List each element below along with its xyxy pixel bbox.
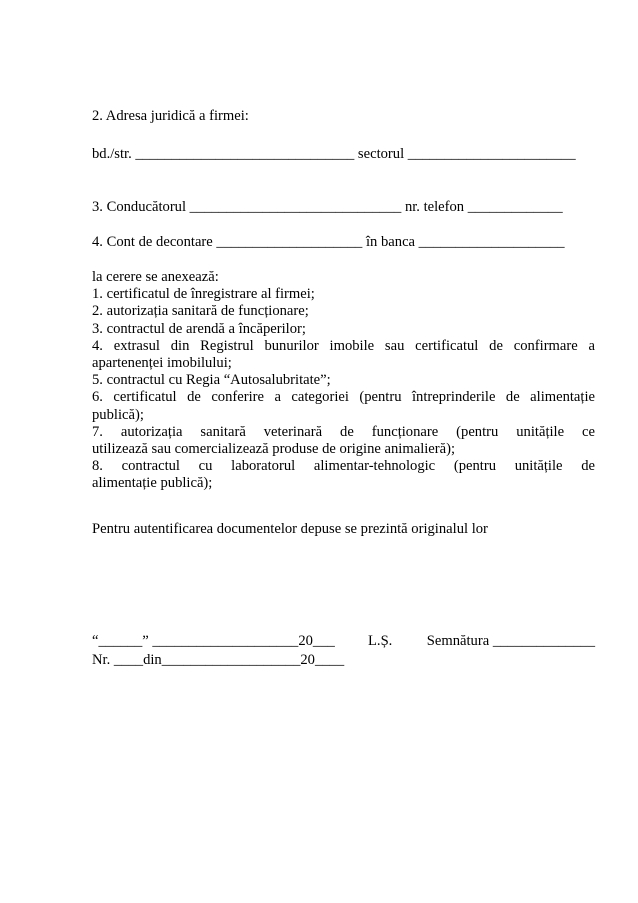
registration-number-line: Nr. ____din___________________20____: [92, 652, 345, 668]
signature-row: [92, 632, 595, 650]
date-line: “______” ____________________20___: [92, 633, 335, 649]
address-street-line: bd./str. ______________________________ sectorul _______________________: [92, 146, 576, 162]
annex-item-4-line-1: 4. extrasul din Registrul bunurilor imobile sau certificatul de confirmare a: [92, 337, 595, 354]
address-title: 2. Adresa juridică a firmei:: [92, 108, 249, 124]
authentication-note: Pentru autentificarea documentelor depuse se prezintă originalul lor: [92, 521, 488, 537]
manager-line: 3. Conducătorul _____________________________ nr. telefon _____________: [92, 199, 563, 215]
signature-label: Semnătura ______________: [426, 633, 595, 649]
annex-item-2: 2. autorizația sanitară de funcționare;: [92, 303, 309, 320]
annex-item-6-line-2: publică);: [92, 406, 144, 423]
annex-item-7-line-1: 7. autorizația sanitară veterinară de funcționare (pentru unitățile ce: [92, 423, 595, 440]
annex-item-3: 3. contractul de arendă a încăperilor;: [92, 320, 306, 337]
annex-item-1: 1. certificatul de înregistrare al firmei;: [92, 286, 315, 303]
annex-intro: la cerere se anexează:: [92, 269, 219, 285]
account-line: 4. Cont de decontare ____________________ în banca ____________________: [92, 234, 565, 250]
annex-item-8-line-2: alimentație publică);: [92, 475, 213, 492]
annex-item-5: 5. contractul cu Regia “Autosalubritate”;: [92, 372, 331, 389]
annex-list: [92, 269, 595, 493]
stamp-label: L.Ș.: [368, 633, 393, 649]
annex-item-7-line-2: utilizează sau comercializează produse de origine animalieră);: [92, 441, 456, 458]
annex-item-6-line-1: 6. certificatul de conferire a categoriei (pentru întreprinderile de alimentație: [92, 389, 595, 406]
annex-item-4-line-2: apartenenței imobilului;: [92, 355, 232, 372]
annex-item-8-line-1: 8. contractul cu laboratorul alimentar-tehnologic (pentru unitățile de: [92, 458, 595, 475]
